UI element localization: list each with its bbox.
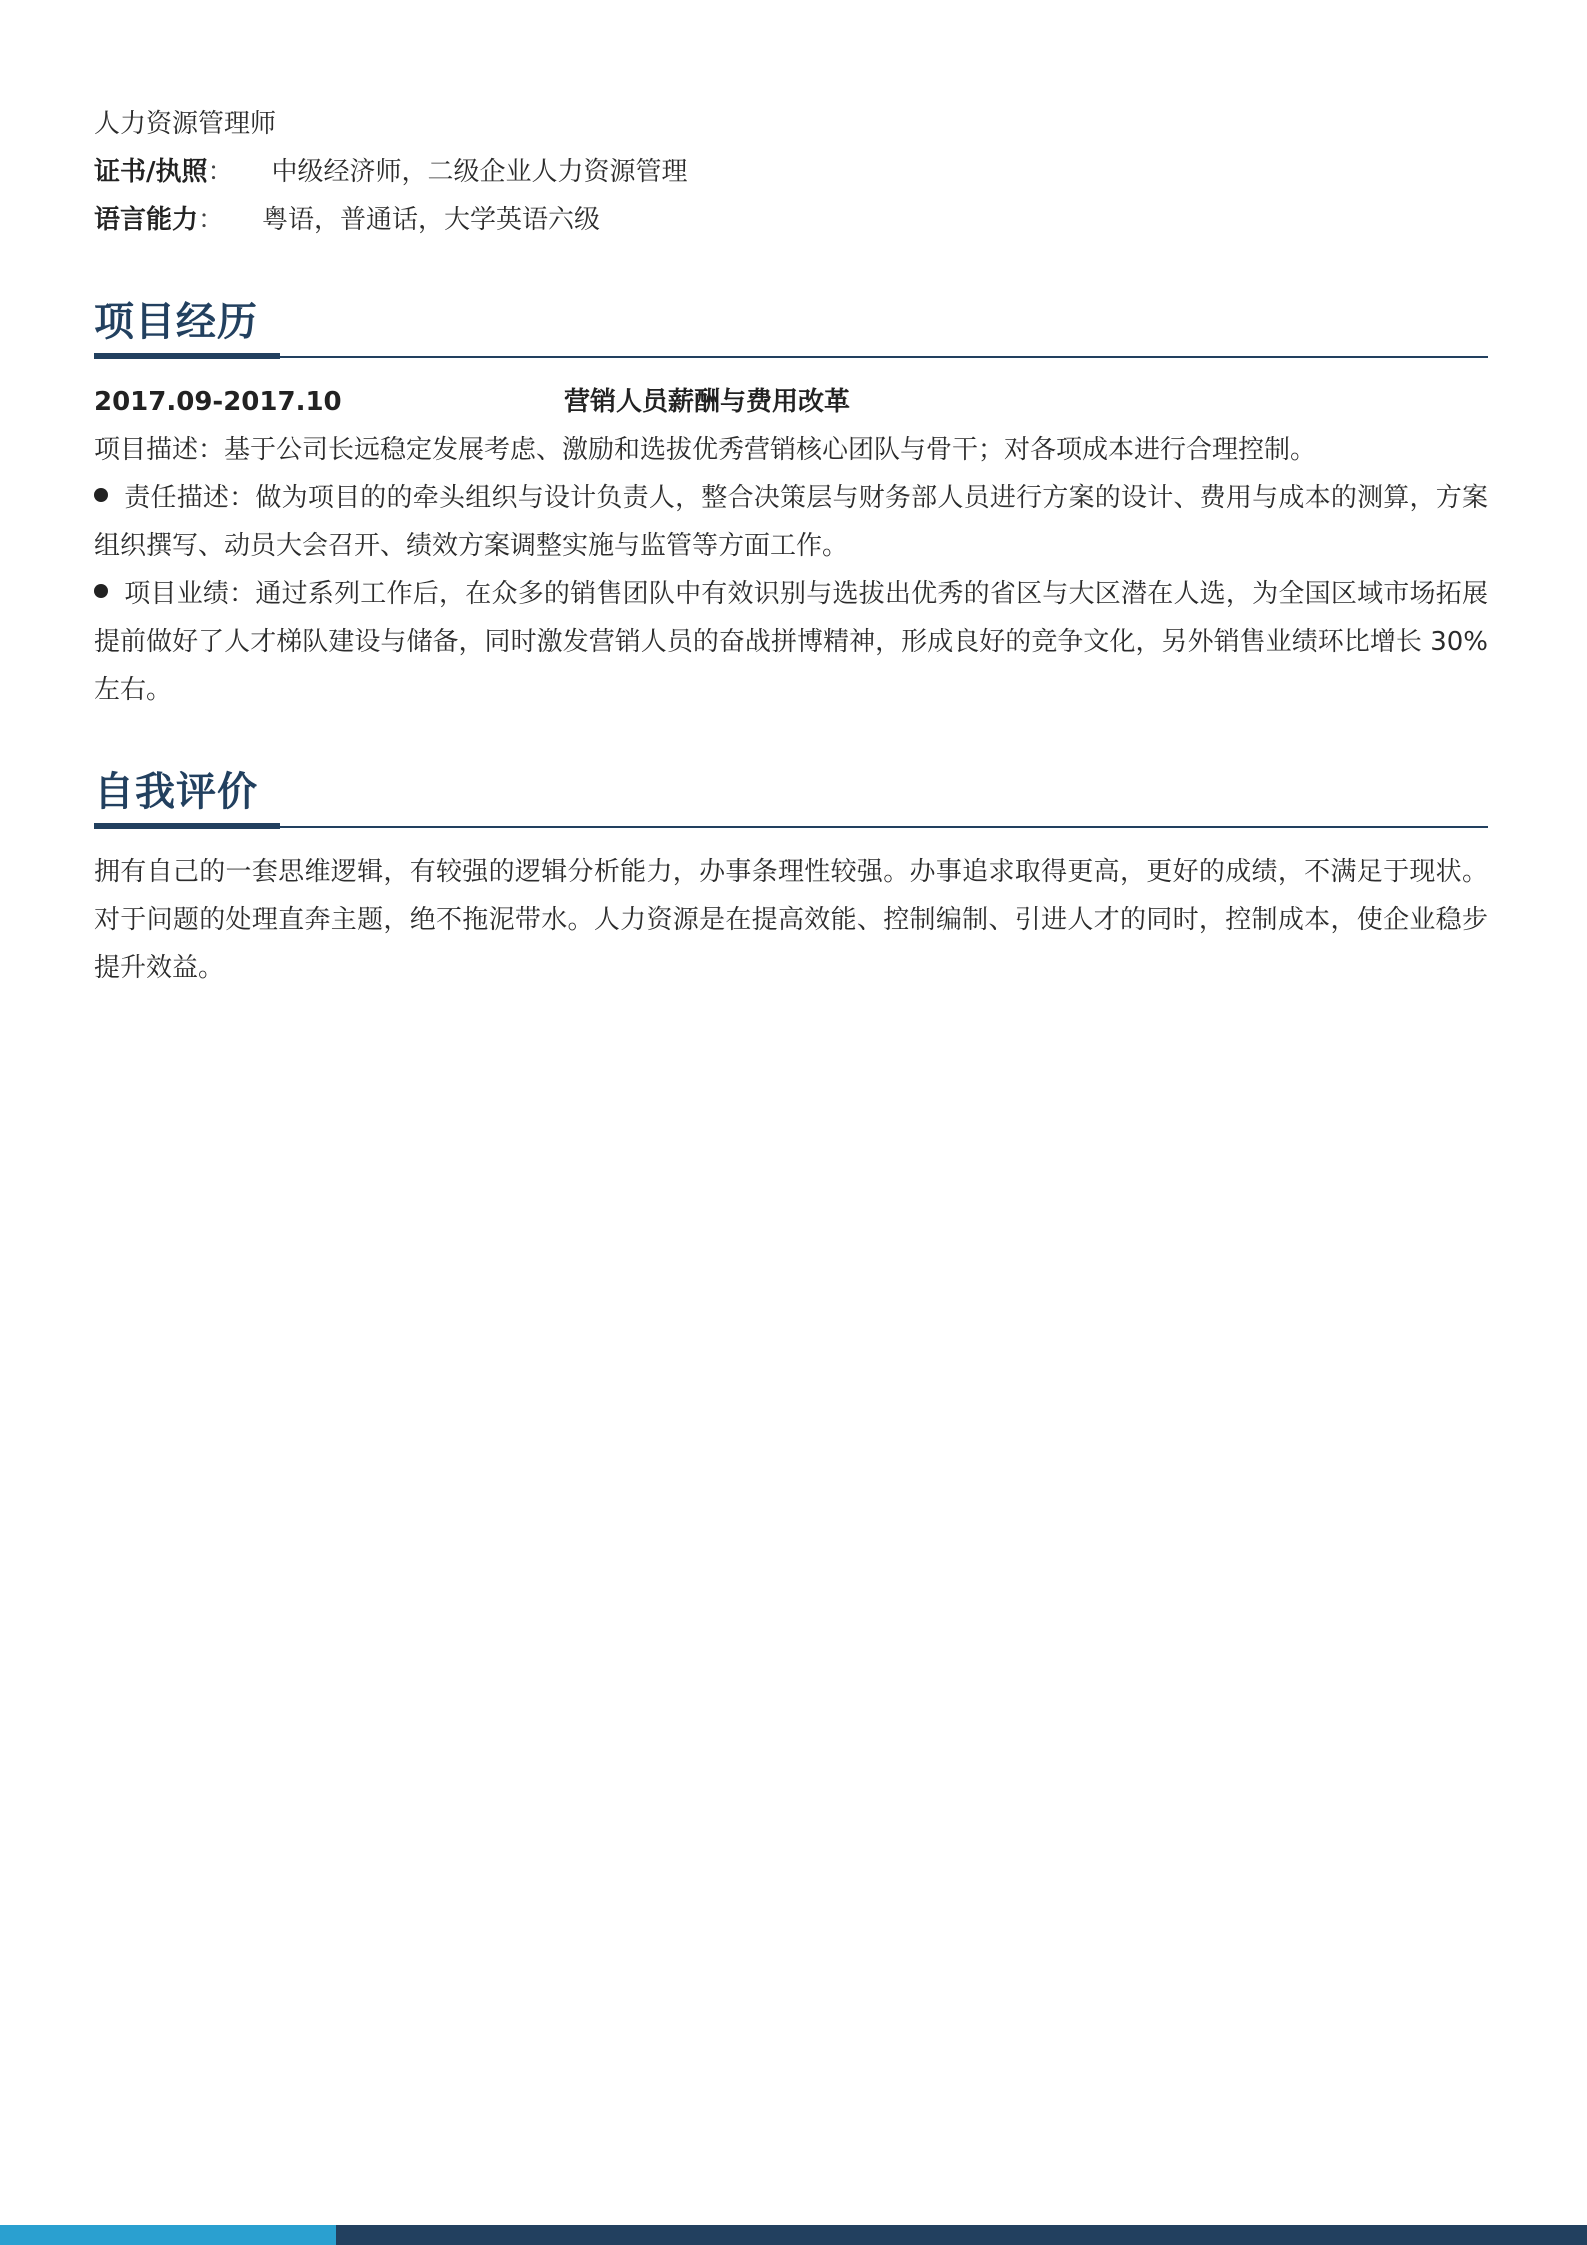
footer-accent-left bbox=[0, 2225, 336, 2245]
footer-accent-right bbox=[336, 2225, 1587, 2245]
certificate-value: 中级经济师，二级企业人力资源管理 bbox=[271, 157, 688, 187]
projects-section bbox=[94, 290, 1488, 714]
self-eval-section bbox=[94, 760, 1488, 992]
self-eval-section-title: 自我评价 bbox=[94, 769, 258, 815]
self-eval-section-divider bbox=[94, 826, 1488, 828]
project-achievement-text: 项目业绩：通过系列工作后，在众多的销售团队中有效识别与选拔出优秀的省区与大区潜在人选，为全国区域市场拓展提前做好了人才梯队建设与储备，同时激发营销人员的奋战拼博精神，形成良好的竞争文化，另外销售业绩环比增长 30%左右。 bbox=[94, 579, 1488, 705]
language-value: 粤语，普通话，大学英语六级 bbox=[262, 205, 601, 235]
self-eval-text: 拥有自己的一套思维逻辑，有较强的逻辑分析能力，办事条理性较强。办事追求取得更高，更好的成绩，不满足于现状。对于问题的处理直奔主题，绝不拖泥带水。人力资源是在提高效能、控制编制、引进人才的同时，控制成本，使企业稳步提升效益。 bbox=[94, 857, 1488, 983]
self-eval-section-header bbox=[94, 760, 1488, 830]
project-responsibility-text: 责任描述：做为项目的的牵头组织与设计负责人，整合决策层与财务部人员进行方案的设计、费用与成本的测算，方案组织撰写、动员大会召开、绩效方案调整实施与监管等方面工作。 bbox=[94, 483, 1488, 561]
footer-color-bar bbox=[0, 2225, 1587, 2245]
language-label: 语言能力 bbox=[94, 205, 199, 235]
qualification-line: 人力资源管理师 bbox=[94, 109, 277, 139]
project-description: 项目描述：基于公司长远稳定发展考虑、激励和选拔优秀营销核心团队与骨干；对各项成本进行合理控制。 bbox=[94, 435, 1317, 465]
projects-section-title: 项目经历 bbox=[94, 299, 258, 345]
project-date: 2017.09-2017.10 bbox=[94, 387, 342, 417]
certificate-row bbox=[94, 148, 1488, 196]
certificate-label: 证书/执照 bbox=[94, 157, 208, 187]
resume-content bbox=[94, 100, 1488, 992]
bullet-dot-icon bbox=[94, 584, 108, 598]
project-responsibility bbox=[94, 474, 1488, 570]
projects-section-divider bbox=[94, 356, 1488, 358]
bullet-dot-icon bbox=[94, 488, 108, 502]
project-name: 营销人员薪酬与费用改革 bbox=[564, 387, 851, 417]
language-row bbox=[94, 196, 1488, 244]
projects-section-header bbox=[94, 290, 1488, 360]
self-eval-section-accent-bar bbox=[94, 823, 280, 829]
language-colon: ： bbox=[198, 205, 225, 235]
project-achievement bbox=[94, 570, 1488, 714]
certificate-colon: ： bbox=[207, 157, 234, 187]
project-header bbox=[94, 378, 1488, 426]
projects-section-accent-bar bbox=[94, 353, 280, 359]
